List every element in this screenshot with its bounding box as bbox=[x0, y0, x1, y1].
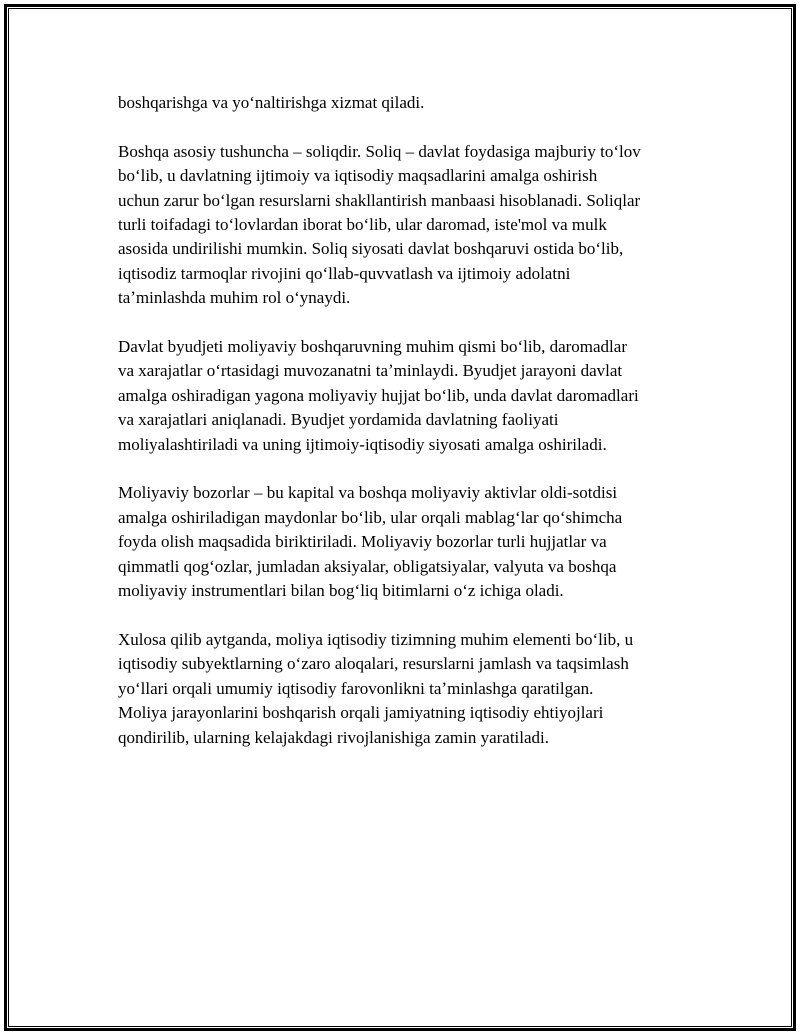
text-line: qondirilib, ularning kelajakdagi rivojlanishiga zamin yaratiladi. bbox=[118, 727, 550, 747]
text-line: Moliyaviy bozorlar – bu kapital va boshqa moliyaviy aktivlar oldi-sotdisi bbox=[118, 483, 618, 503]
text-line: yoʻllari orqali umumiy iqtisodiy farovonlikni taʼminlashga qaratilgan. bbox=[118, 678, 594, 698]
paragraph-budget-intro bbox=[118, 91, 698, 115]
text-line: boshqarishga va yoʻnaltirishga xizmat qiladi. bbox=[118, 93, 425, 112]
paragraph-state-budget bbox=[118, 335, 698, 457]
text-line: va xarajatlar oʻrtasidagi muvozanatni taʼminlaydi. Byudjet jarayoni davlat bbox=[118, 361, 623, 381]
text-line: turli toifadagi toʻlovlardan iborat boʻlib, ular daromad, iste'mol va mulk bbox=[118, 215, 607, 235]
text-line: iqtisodiz tarmoqlar rivojini qoʻllab-quvvatlash va ijtimoiy adolatni bbox=[118, 263, 571, 283]
text-line: moliyaviy instrumentlari bilan bogʻliq bitimlarni oʻz ichiga oladi. bbox=[118, 581, 564, 601]
text-line: boʻlib, u davlatning ijtimoiy va iqtisodiy maqsadlarini amalga oshirish bbox=[118, 166, 598, 186]
text-line: qimmatli qogʻozlar, jumladan aksiyalar, obligatsiyalar, valyuta va boshqa bbox=[118, 556, 617, 576]
text-line: Moliya jarayonlarini boshqarish orqali jamiyatning iqtisodiy ehtiyojlari bbox=[118, 703, 604, 723]
text-line: taʼminlashda muhim rol oʻynaydi. bbox=[118, 288, 351, 308]
paragraph-conclusion bbox=[118, 628, 698, 750]
text-line: uchun zarur boʻlgan resurslarni shakllantirish manbaasi hisoblanadi. Soliqlar bbox=[118, 190, 641, 210]
text-line: foyda olish maqsadida biriktiriladi. Moliyaviy bozorlar turli hujjatlar va bbox=[118, 532, 607, 552]
text-line: iqtisodiy subyektlarning oʻzaro aloqalari, resurslarni jamlash va taqsimlash bbox=[118, 654, 629, 674]
text-line: asosida undirilishi mumkin. Soliq siyosati davlat boshqaruvi ostida boʻlib, bbox=[118, 239, 624, 259]
text-line: Davlat byudjeti moliyaviy boshqaruvning muhim qismi boʻlib, daromadlar bbox=[118, 337, 627, 357]
document-body bbox=[118, 91, 698, 774]
text-line: moliyalashtiriladi va uning ijtimoiy-iqtisodiy siyosati amalga oshiriladi. bbox=[118, 434, 607, 454]
text-line: amalga oshiriladigan maydonlar boʻlib, ular orqali mablagʻlar qoʻshimcha bbox=[118, 507, 623, 527]
text-line: Xulosa qilib aytganda, moliya iqtisodiy tizimning muhim elementi boʻlib, u bbox=[118, 629, 634, 649]
paragraph-financial-markets bbox=[118, 481, 698, 603]
text-line: Boshqa asosiy tushuncha – soliqdir. Soliq – davlat foydasiga majburiy toʻlov bbox=[118, 141, 641, 161]
text-line: va xarajatlari aniqlanadi. Byudjet yordamida davlatning faoliyati bbox=[118, 410, 559, 430]
paragraph-tax bbox=[118, 140, 698, 311]
text-line: amalga oshiradigan yagona moliyaviy hujjat boʻlib, unda davlat daromadlari bbox=[118, 385, 639, 405]
